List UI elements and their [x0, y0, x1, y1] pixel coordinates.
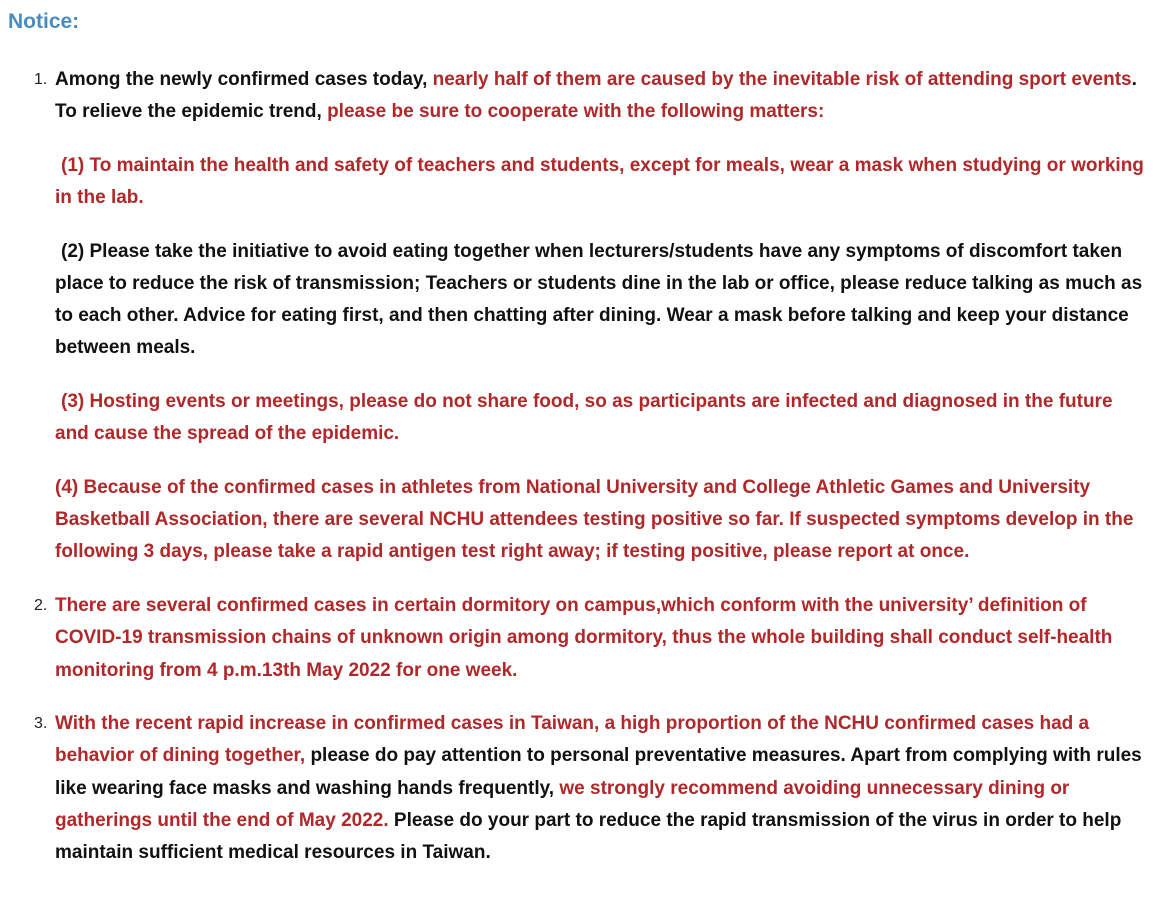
text-segment: (2) Please take the initiative to avoid eating together when lecturers/students have any symptoms of discomfort taken place to reduce the risk of transmission; Teachers or students dine in the lab or office, please reduce talking as much as to each other. Advice for eating first, and then chatting after dining. Wear a mask before talking and keep your distance between meals.	[55, 240, 1143, 359]
list-item-1	[34, 64, 1146, 569]
notice-list	[0, 64, 1146, 891]
list-item-2	[34, 590, 1146, 687]
sub-item-1	[55, 150, 1146, 214]
text-segment: we strongly recommend avoiding unnecessary dining or gatherings until the end of May 2022.	[55, 777, 1070, 831]
text-segment: please do pay attention to personal preventative measures. Apart from complying with rules like wearing face masks and washing hands frequently,	[55, 745, 1142, 799]
text-segment: . To relieve the epidemic trend,	[55, 69, 1137, 123]
text-segment: please be sure to cooperate with the following matters:	[327, 101, 825, 123]
text-segment: (1) To maintain the health and safety of teachers and students, except for meals, wear a mask when studying or working in the lab.	[55, 154, 1144, 209]
sub-item-3	[55, 386, 1146, 450]
text-segment: (4) Because of the confirmed cases in athletes from National University and College Athletic Games and University Basketball Association, there are several NCHU attendees testing positive so far. If suspected symptoms develop in the following 3 days, please take a rapid antigen test right away; if testing positive, please report at once.	[55, 477, 1134, 563]
list-item-3	[34, 708, 1146, 869]
item-number: 1.	[34, 71, 48, 88]
notice-title: Notice:	[8, 10, 80, 33]
text-segment: Please do your part to reduce the rapid transmission of the virus in order to help maintain sufficient medical resources in Taiwan.	[55, 809, 1122, 864]
item-number: 2.	[34, 597, 48, 615]
sub-item-2	[55, 236, 1146, 365]
text-segment: Among the newly confirmed cases today,	[55, 69, 433, 90]
text-segment: There are several confirmed cases in certain dormitory on campus,which conform with the university’ definition of COVID-19 transmission chains of unknown origin among dormitory, thus the whole building shall conduct self-health monitoring from 4 p.m.13th May 2022 for one week.	[55, 595, 1113, 681]
text-segment: (3) Hosting events or meetings, please do not share food, so as participants are infected and diagnosed in the future and cause the spread of the epidemic.	[55, 391, 1113, 445]
item-number: 3.	[34, 715, 48, 733]
text-segment: nearly half of them are caused by the inevitable risk of attending sport events	[432, 69, 1132, 90]
text-segment: With the recent rapid increase in confirmed cases in Taiwan, a high proportion of the NCHU confirmed cases had a behavior of dining together,	[55, 713, 1090, 767]
sub-item-4	[55, 472, 1146, 569]
